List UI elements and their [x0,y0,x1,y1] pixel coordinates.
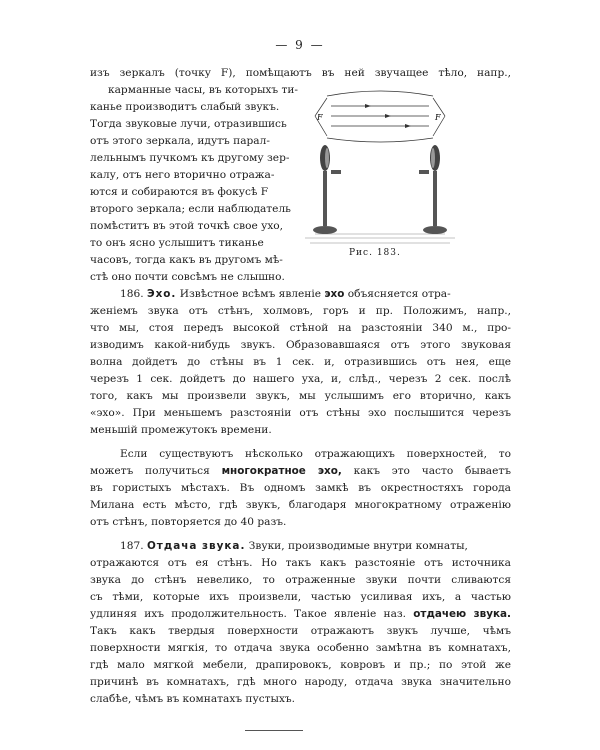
text-line: что мы, стоя передъ высокой стѣной на разстояніи 340 м., про- [90,322,511,334]
text-line: того, какъ мы произвели звукъ, мы услышимъ его вторично, какъ [90,390,511,402]
text-line: канье производитъ слабый звукъ. [90,101,280,113]
text-line: можетъ получиться многократное эхо, какъ это часто бываетъ [90,465,511,477]
text-line: гдѣ мало мягкой мебели, драпировокъ, ковровъ и пр.; по этой же [90,659,511,671]
text-line: женіемъ звука отъ стѣнъ, холмовъ, горъ и пр. Положимъ, напр., [90,305,511,317]
text-line: Милана есть мѣсто, гдѣ звукъ, благодаря многократному отраженію [90,499,511,511]
focus-label-left: F [317,113,323,122]
page-number: — 9 — [275,38,325,52]
section-divider [245,730,303,731]
text-line: отъ стѣнъ, повторяется до 40 разъ. [90,516,287,528]
text-line: меньшій промежутокъ времени. [90,424,272,436]
figure-two-mirrors [305,88,455,248]
text-line: второго зеркала; если наблюдатель [90,203,291,215]
text-line: волна дойдетъ до стѣны въ 1 сек. и, отразившись отъ нея, еще [90,356,511,368]
text-line: часовъ, тогда какъ въ другомъ мѣ- [90,254,283,266]
text-line: «эхо». При меньшемъ разстояніи отъ стѣны эхо послышится черезъ [90,407,511,419]
text-line: Если существуютъ нѣсколько отражающихъ поверхностей, то [120,448,511,460]
text-line: черезъ 1 сек. дойдетъ до нашего уха, и, слѣд., черезъ 2 сек. послѣ [90,373,511,385]
section-187-heading: 187. Отдача звука. Звуки, производимые внутри комнаты, [120,540,468,552]
text-line: изъ зеркалъ (точку F), помѣщаютъ въ ней звучащее тѣло, напр., [90,67,511,79]
text-line: въ гористыхъ мѣстахъ. Въ одномъ замкѣ въ окрестностяхъ города [90,482,511,494]
text-line: Такъ какъ твердыя поверхности отражаютъ звукъ лучше, чѣмъ [90,625,511,637]
text-line: то онъ ясно услышитъ тиканье [90,237,264,249]
text-line: карманные часы, въ которыхъ ти- [108,84,298,96]
text-line: стѣ оно почти совсѣмъ не слышно. [90,271,285,283]
text-line: помѣститъ въ этой точкѣ свое ухо, [90,220,284,232]
text-line: поверхности мягкія, то отдача звука особенно замѣтна въ комнатахъ, [90,642,511,654]
text-line: ются и собираются въ фокусѣ F [90,186,269,198]
text-line: слабѣе, чѣмъ въ комнатахъ пустыхъ. [90,693,296,705]
text-line: причинѣ въ комнатахъ, гдѣ много народу, отдача звука значительно [90,676,511,688]
focus-label-right: F [435,113,441,122]
text-line: съ тѣми, которые ихъ произвели, частью усиливая ихъ, а частью [90,591,511,603]
text-line: удлиняя ихъ продолжительность. Такое явленіе наз. отдачею звука. [90,608,511,620]
text-line: лельнымъ пучкомъ къ другому зер- [90,152,290,164]
text-line: калу, отъ него вторично отража- [90,169,275,181]
text-line: отражаются отъ ея стѣнъ. Но такъ какъ разстояніе отъ источника [90,557,511,569]
text-line: Тогда звуковые лучи, отразившись [90,118,287,130]
section-186-heading: 186. Эхо. Извѣстное всѣмъ явленіе эхо объясняется отра- [120,288,451,300]
text-line: отъ этого зеркала, идутъ парал- [90,135,270,147]
text-line: звука до стѣнъ невелико, то отраженные звуки почти сливаются [90,574,511,586]
figure-caption: Рис. 183. [349,248,401,258]
text-line: изводимъ какой-нибудь звукъ. Образовавшаяся отъ этого звуковая [90,339,511,351]
